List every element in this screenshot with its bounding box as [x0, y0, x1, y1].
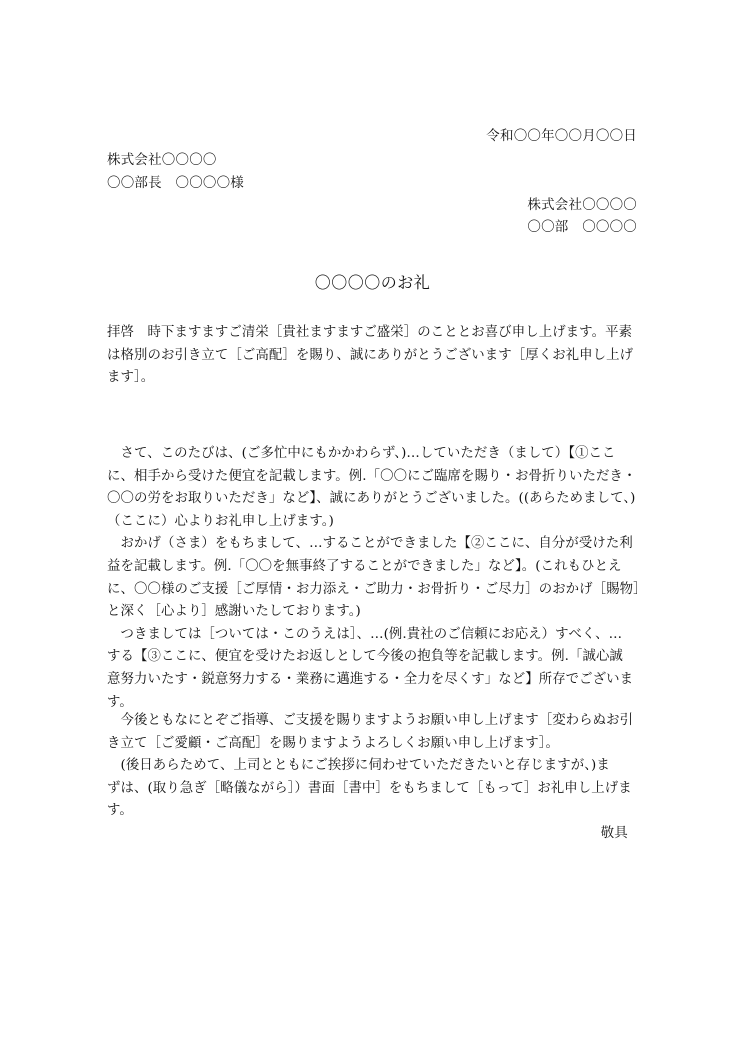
paragraph-line: 意努力いたす・鋭意努力する・業務に邁進する・全力を尽くす」など】所存でございま: [107, 671, 634, 687]
paragraph-line: する【③ここに、便宜を受けたお返しとして今後の抱負等を記載します。例.「誠心誠: [107, 649, 623, 665]
paragraph-line: 今後ともなにとぞご指導、ご支援を賜りますようお願い申し上げます［変わらぬお引: [107, 713, 634, 728]
paragraph-line: す。: [107, 803, 133, 819]
sender-person: 〇〇部 〇〇〇〇: [527, 219, 637, 235]
paragraph-line: (後日あらためて、上司とともにご挨拶に伺わせていただきたいと存じますが、)ま: [107, 758, 610, 774]
paragraph-line: さて、このたびは、(ご多忙中にもかかわらず、)…していただき（まして）【①ここ: [107, 446, 616, 461]
paragraph-line: おかげ（さま）をもちまして、…することができました【②ここに、自分が受けた利: [107, 536, 633, 552]
paragraph-line: に、相手から受けた便宜を記載します。例.「〇〇にご臨席を賜り・お骨折りいただき・: [107, 468, 637, 484]
letter-title: 〇〇〇〇のお礼: [314, 273, 431, 292]
paragraph-line: に、〇〇様のご支援［ご厚情・お力添え・ご助力・お骨折り・ご尽力］のおかげ［賜物］: [107, 581, 647, 597]
opening-paragraph: [107, 322, 639, 390]
paragraph-line: は格別のお引き立て［ご高配］を賜り、誠にありがとうございます［厚くお礼申し上げ: [107, 347, 634, 363]
paragraph-line: ずは、(取り急ぎ［略儀ながら］）書面［書中］をもちまして［もって］お礼申し上げま: [107, 780, 632, 796]
sender-company: 株式会社〇〇〇〇: [527, 197, 637, 213]
paragraph-line: と深く［心より］感謝いたしております。): [107, 604, 361, 620]
paragraph-line: 拝啓 時下ますますご清栄［貴社ますますご盛栄］のこととお喜び申し上げます。平素: [107, 325, 633, 340]
main-paragraph: [107, 443, 647, 714]
paragraph-line: 益を記載します。例.「〇〇を無事終了することができました」など】。(これもひとえ: [107, 558, 622, 574]
paragraph-line: す。: [107, 694, 133, 710]
recipient-company: 株式会社〇〇〇〇: [107, 152, 217, 168]
paragraph-line: 〇〇の労をお取りいただき」など】、誠にありがとうございました。((あらためまして、): [107, 491, 636, 507]
paragraph-line: ます］。: [107, 370, 155, 386]
recipient-person: 〇〇部長 〇〇〇〇様: [107, 175, 244, 191]
sender-block: [527, 194, 637, 238]
letter-date: 令和〇〇年〇〇月〇〇日: [486, 128, 637, 144]
closing-word: 敬具: [600, 825, 628, 841]
paragraph-line: き立て［ご愛顧・ご高配］を賜りますようよろしくお願い申し上げます］。: [107, 735, 559, 751]
paragraph-line: つきましては［ついては・このうえは］、…(例.貴社のご信頼にお応え）すべく、…: [107, 626, 623, 642]
closing-paragraph: [107, 710, 639, 823]
paragraph-line: （ここに）心よりお礼申し上げます。): [107, 513, 334, 529]
